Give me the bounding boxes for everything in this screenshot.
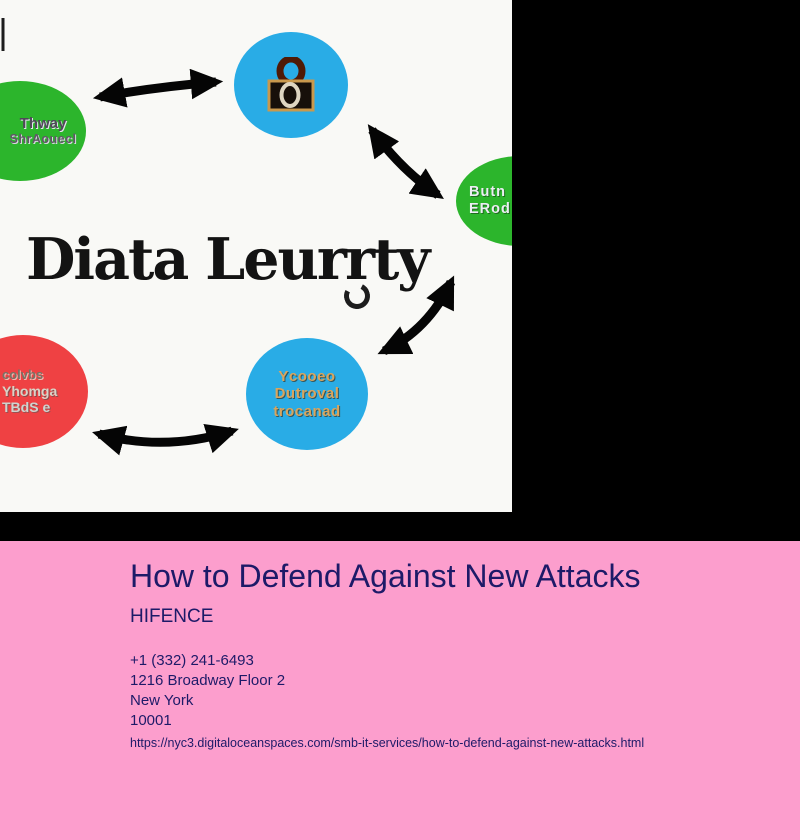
arrow-bluetop-greenright	[372, 130, 438, 195]
contact-block	[130, 651, 760, 731]
node-text-line: TBdS e	[2, 398, 51, 415]
diagram-title: Diata Leurrty	[26, 226, 429, 293]
node-text-line: trocanad	[273, 402, 341, 420]
diagram-arrows	[0, 0, 512, 512]
node-text-line: ShrAouecl	[9, 132, 77, 147]
node-text-line: Ycooeo	[278, 368, 336, 386]
node-text-line: Yhomga	[2, 382, 58, 399]
arrow-greenleft-bluetop	[100, 82, 216, 97]
node-text-line: Thway	[19, 115, 67, 133]
info-panel	[0, 541, 800, 840]
arrow-bluebottom-redleft	[99, 431, 232, 442]
page-title: How to Defend Against New Attacks	[130, 558, 641, 594]
node-text-line: Dutroval	[274, 385, 340, 403]
source-url: https://nyc3.digitaloceanspaces.com/smb-it-services/how-to-defend-against-new-attacks.html	[130, 735, 645, 750]
phone-number: +1 (332) 241-6493	[130, 651, 254, 669]
address-line: 1216 Broadway Floor 2	[130, 671, 286, 689]
city: New York	[130, 691, 194, 709]
node-text-line: Butn	[469, 184, 507, 201]
data-security-diagram-image	[0, 0, 512, 512]
node-text-line: ERod	[469, 201, 511, 217]
zip-code: 10001	[130, 711, 172, 729]
company-name: HIFENCE	[130, 606, 214, 627]
arrow-greenright-bluebottom	[384, 282, 451, 351]
node-text-line: colvbs	[2, 366, 44, 382]
